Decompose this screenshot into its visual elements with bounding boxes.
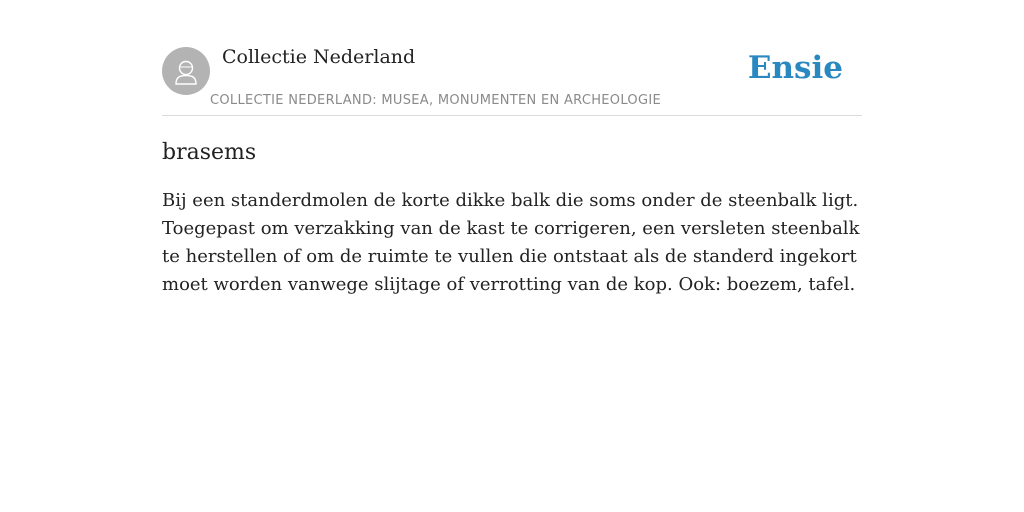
entry-card	[162, 40, 862, 299]
avatar[interactable]	[162, 47, 210, 95]
entry-definition: Bij een standerdmolen de korte dikke balk die soms onder de steenbalk ligt. Toegepast om verzakking van de kast te corrigeren, een versleten steenbalk te herstellen of om de ruimte te vullen die ontstaat als de standerd ingekort moet worden vanwege slijtage of verrotting van de kop. Ook: boezem, tafel.	[162, 190, 860, 295]
entry-term: brasems	[162, 140, 257, 165]
brand-logo[interactable]: Ensie	[747, 50, 843, 86]
card-header	[162, 40, 862, 116]
user-icon	[162, 47, 210, 95]
source-subtitle: COLLECTIE NEDERLAND: MUSEA, MONUMENTEN EN ARCHEOLOGIE	[210, 93, 661, 108]
author-name[interactable]: Collectie Nederland	[222, 46, 416, 68]
